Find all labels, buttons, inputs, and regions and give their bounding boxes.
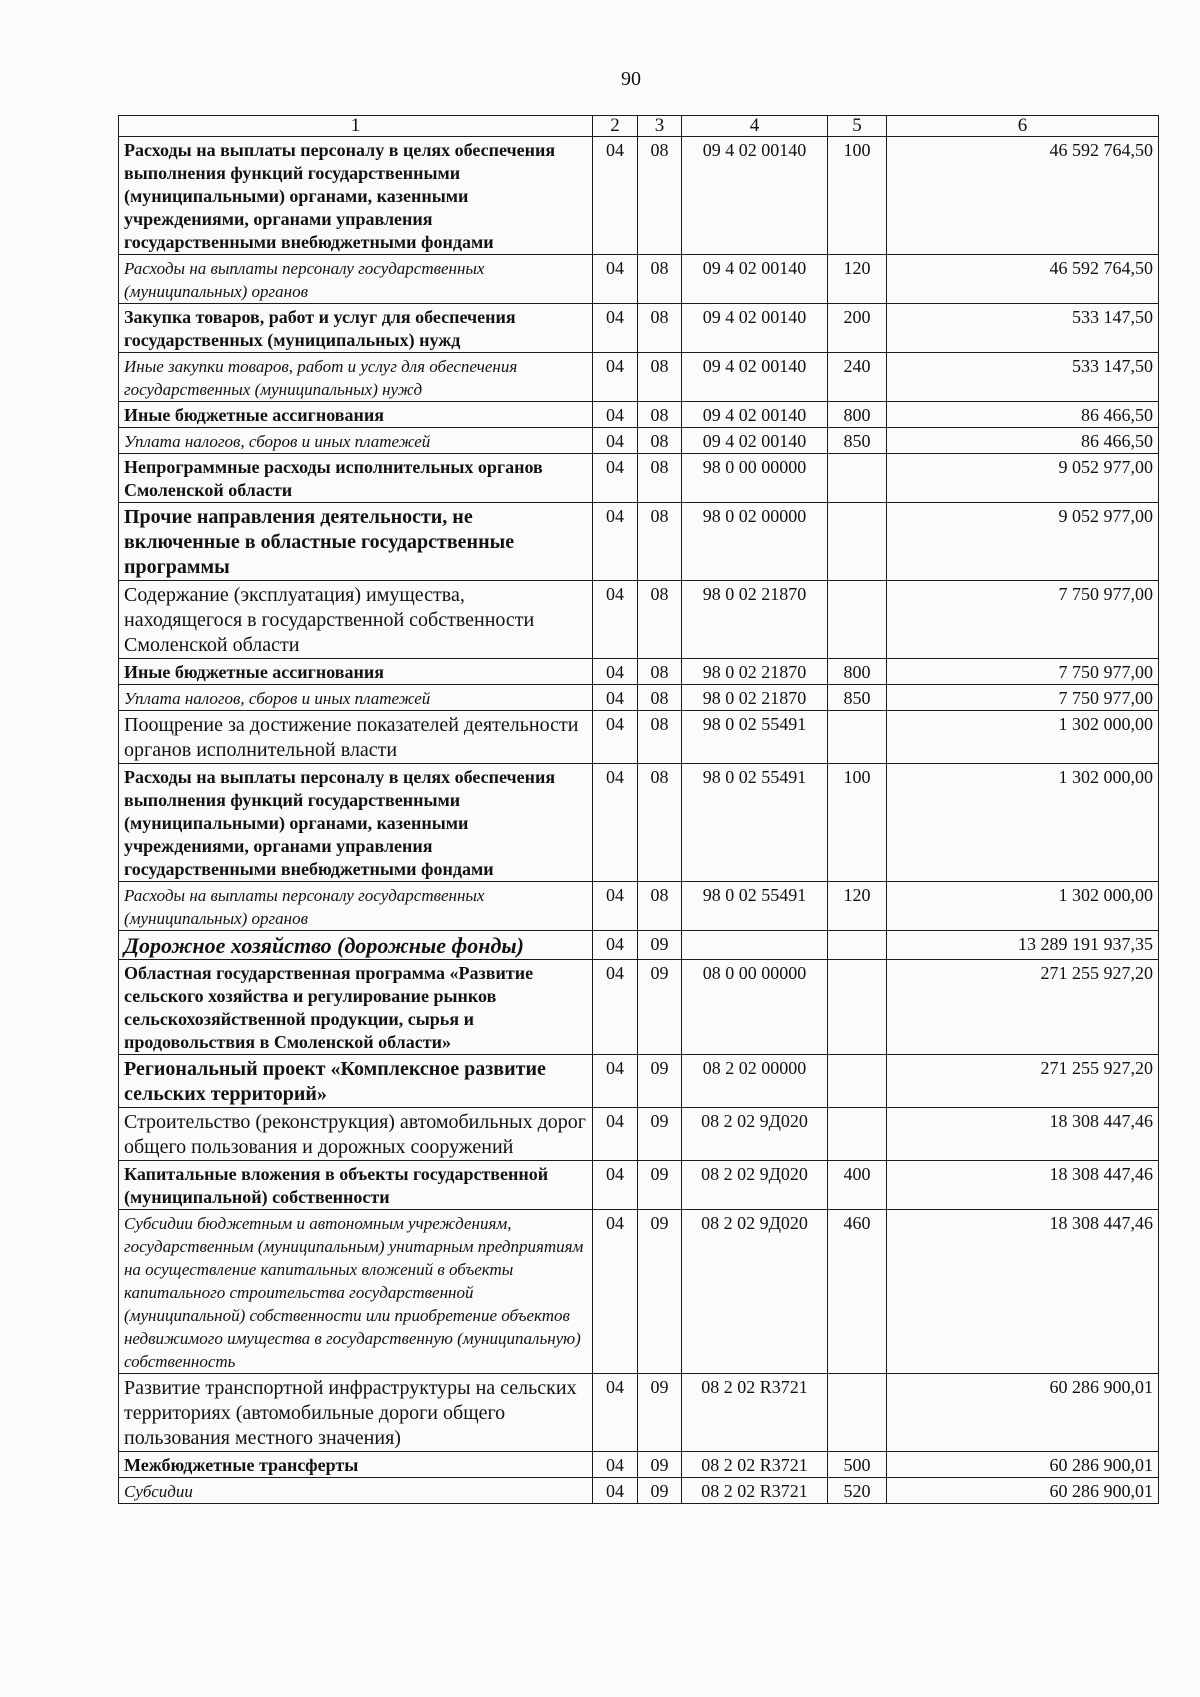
section-code-cell: 04: [593, 685, 638, 711]
expense-type-code-cell: 120: [828, 882, 887, 931]
section-code-cell: 04: [593, 960, 638, 1055]
table-row: [119, 960, 1159, 1055]
target-article-code-cell: 09 4 02 00140: [682, 402, 828, 428]
section-code-cell: 04: [593, 1108, 638, 1161]
expense-type-code-cell: [828, 931, 887, 960]
expense-name-cell: Поощрение за достижение показателей деятельности органов исполнительной власти: [119, 711, 593, 764]
expense-name-cell: Расходы на выплаты персоналу в целях обеспечения выполнения функций государственными (муниципальными) органами, казенными учреждениями, органами управления государственными внебюджетными фондами: [119, 764, 593, 882]
subsection-code-cell: 09: [638, 960, 682, 1055]
target-article-code-cell: 08 2 02 9Д020: [682, 1161, 828, 1210]
target-article-code-cell: 08 2 02 R3721: [682, 1478, 828, 1504]
header-cell: 3: [638, 116, 682, 137]
expense-name-cell: Иные закупки товаров, работ и услуг для обеспечения государственных (муниципальных) нужд: [119, 353, 593, 402]
amount-cell: 46 592 764,50: [887, 255, 1159, 304]
subsection-code-cell: 09: [638, 1108, 682, 1161]
target-article-code-cell: 08 2 02 R3721: [682, 1374, 828, 1452]
amount-cell: 60 286 900,01: [887, 1452, 1159, 1478]
table-row: [119, 428, 1159, 454]
subsection-code-cell: 08: [638, 137, 682, 255]
target-article-code-cell: 98 0 02 21870: [682, 659, 828, 685]
subsection-code-cell: 09: [638, 931, 682, 960]
section-code-cell: 04: [593, 882, 638, 931]
page-number: 90: [621, 68, 641, 90]
table-row: [119, 1108, 1159, 1161]
expense-name-cell: Закупка товаров, работ и услуг для обеспечения государственных (муниципальных) нужд: [119, 304, 593, 353]
expense-type-code-cell: 800: [828, 402, 887, 428]
subsection-code-cell: 08: [638, 304, 682, 353]
expense-type-code-cell: 200: [828, 304, 887, 353]
expense-type-code-cell: [828, 581, 887, 659]
expense-type-code-cell: 500: [828, 1452, 887, 1478]
target-article-code-cell: 09 4 02 00140: [682, 137, 828, 255]
target-article-code-cell: 09 4 02 00140: [682, 353, 828, 402]
expense-name-cell: Уплата налогов, сборов и иных платежей: [119, 685, 593, 711]
subsection-code-cell: 08: [638, 882, 682, 931]
subsection-code-cell: 08: [638, 711, 682, 764]
section-code-cell: 04: [593, 428, 638, 454]
expense-type-code-cell: [828, 1108, 887, 1161]
amount-cell: 7 750 977,00: [887, 659, 1159, 685]
section-code-cell: 04: [593, 659, 638, 685]
expense-name-cell: Содержание (эксплуатация) имущества, находящегося в государственной собственности Смоленской области: [119, 581, 593, 659]
subsection-code-cell: 08: [638, 255, 682, 304]
section-code-cell: 04: [593, 402, 638, 428]
subsection-code-cell: 08: [638, 659, 682, 685]
expense-name-cell: Развитие транспортной инфраструктуры на сельских территориях (автомобильные дороги общего пользования местного значения): [119, 1374, 593, 1452]
subsection-code-cell: 08: [638, 353, 682, 402]
expense-name-cell: Дорожное хозяйство (дорожные фонды): [119, 931, 593, 960]
target-article-code-cell: 09 4 02 00140: [682, 428, 828, 454]
table-body: [119, 137, 1159, 1504]
expense-name-cell: Непрограммные расходы исполнительных органов Смоленской области: [119, 454, 593, 503]
table-row: [119, 882, 1159, 931]
amount-cell: 1 302 000,00: [887, 711, 1159, 764]
section-code-cell: 04: [593, 1452, 638, 1478]
expense-name-cell: Расходы на выплаты персоналу государственных (муниципальных) органов: [119, 255, 593, 304]
expense-type-code-cell: [828, 960, 887, 1055]
amount-cell: 533 147,50: [887, 304, 1159, 353]
table-row: [119, 402, 1159, 428]
table-row: [119, 1161, 1159, 1210]
expense-type-code-cell: [828, 503, 887, 581]
header-cell: 1: [119, 116, 593, 137]
expense-name-cell: Строительство (реконструкция) автомобильных дорог общего пользования и дорожных сооружений: [119, 1108, 593, 1161]
table-row: [119, 1374, 1159, 1452]
expense-type-code-cell: 100: [828, 764, 887, 882]
header-cell: 2: [593, 116, 638, 137]
subsection-code-cell: 09: [638, 1210, 682, 1374]
section-code-cell: 04: [593, 503, 638, 581]
amount-cell: 86 466,50: [887, 428, 1159, 454]
amount-cell: 46 592 764,50: [887, 137, 1159, 255]
target-article-code-cell: 08 2 02 9Д020: [682, 1108, 828, 1161]
section-code-cell: 04: [593, 1055, 638, 1108]
expense-type-code-cell: 520: [828, 1478, 887, 1504]
table-row: [119, 764, 1159, 882]
section-code-cell: 04: [593, 581, 638, 659]
section-code-cell: 04: [593, 353, 638, 402]
subsection-code-cell: 08: [638, 454, 682, 503]
target-article-code-cell: 98 0 02 55491: [682, 764, 828, 882]
section-code-cell: 04: [593, 454, 638, 503]
expense-type-code-cell: 800: [828, 659, 887, 685]
subsection-code-cell: 09: [638, 1374, 682, 1452]
expense-name-cell: Субсидии бюджетным и автономным учреждениям, государственным (муниципальным) унитарным предприятиям на осуществление капитальных вложений в объекты капитального строительства государственной (муниципальной) собственности или приобретение объектов недвижимого имущества в государственную (муниципальную) собственность: [119, 1210, 593, 1374]
table-row: [119, 454, 1159, 503]
table-row: [119, 1452, 1159, 1478]
expense-type-code-cell: 240: [828, 353, 887, 402]
subsection-code-cell: 09: [638, 1161, 682, 1210]
table-row: [119, 685, 1159, 711]
table-row: [119, 659, 1159, 685]
target-article-code-cell: 08 0 00 00000: [682, 960, 828, 1055]
amount-cell: 18 308 447,46: [887, 1161, 1159, 1210]
target-article-code-cell: 98 0 02 21870: [682, 685, 828, 711]
expense-name-cell: Расходы на выплаты персоналу в целях обеспечения выполнения функций государственными (муниципальными) органами, казенными учреждениями, органами управления государственными внебюджетными фондами: [119, 137, 593, 255]
table-row: [119, 353, 1159, 402]
section-code-cell: 04: [593, 1374, 638, 1452]
expense-name-cell: Областная государственная программа «Развитие сельского хозяйства и регулирование рынков сельскохозяйственной продукции, сырья и продовольствия в Смоленской области»: [119, 960, 593, 1055]
amount-cell: 533 147,50: [887, 353, 1159, 402]
expense-type-code-cell: 400: [828, 1161, 887, 1210]
amount-cell: 13 289 191 937,35: [887, 931, 1159, 960]
subsection-code-cell: 08: [638, 402, 682, 428]
table-row: [119, 1055, 1159, 1108]
budget-table: [118, 115, 1159, 1504]
table-row: [119, 255, 1159, 304]
section-code-cell: 04: [593, 255, 638, 304]
table-row: [119, 503, 1159, 581]
subsection-code-cell: 08: [638, 764, 682, 882]
expense-name-cell: Иные бюджетные ассигнования: [119, 659, 593, 685]
table-row: [119, 711, 1159, 764]
amount-cell: 1 302 000,00: [887, 882, 1159, 931]
expense-name-cell: Уплата налогов, сборов и иных платежей: [119, 428, 593, 454]
table-row: [119, 581, 1159, 659]
table-row: [119, 1478, 1159, 1504]
section-code-cell: 04: [593, 1161, 638, 1210]
amount-cell: 9 052 977,00: [887, 503, 1159, 581]
amount-cell: 7 750 977,00: [887, 581, 1159, 659]
table-row: [119, 1210, 1159, 1374]
subsection-code-cell: 08: [638, 581, 682, 659]
expense-type-code-cell: 460: [828, 1210, 887, 1374]
amount-cell: 18 308 447,46: [887, 1210, 1159, 1374]
section-code-cell: 04: [593, 304, 638, 353]
target-article-code-cell: [682, 931, 828, 960]
target-article-code-cell: 09 4 02 00140: [682, 304, 828, 353]
expense-type-code-cell: [828, 454, 887, 503]
expense-type-code-cell: 850: [828, 428, 887, 454]
header-cell: 4: [682, 116, 828, 137]
subsection-code-cell: 08: [638, 503, 682, 581]
subsection-code-cell: 09: [638, 1478, 682, 1504]
target-article-code-cell: 08 2 02 9Д020: [682, 1210, 828, 1374]
table-row: [119, 931, 1159, 960]
section-code-cell: 04: [593, 931, 638, 960]
expense-type-code-cell: [828, 1055, 887, 1108]
target-article-code-cell: 08 2 02 R3721: [682, 1452, 828, 1478]
amount-cell: 60 286 900,01: [887, 1478, 1159, 1504]
target-article-code-cell: 98 0 02 55491: [682, 882, 828, 931]
amount-cell: 18 308 447,46: [887, 1108, 1159, 1161]
expense-name-cell: Капитальные вложения в объекты государственной (муниципальной) собственности: [119, 1161, 593, 1210]
section-code-cell: 04: [593, 137, 638, 255]
target-article-code-cell: 08 2 02 00000: [682, 1055, 828, 1108]
expense-name-cell: Расходы на выплаты персоналу государственных (муниципальных) органов: [119, 882, 593, 931]
target-article-code-cell: 98 0 02 21870: [682, 581, 828, 659]
subsection-code-cell: 09: [638, 1452, 682, 1478]
table-row: [119, 137, 1159, 255]
amount-cell: 86 466,50: [887, 402, 1159, 428]
section-code-cell: 04: [593, 711, 638, 764]
subsection-code-cell: 08: [638, 428, 682, 454]
subsection-code-cell: 09: [638, 1055, 682, 1108]
amount-cell: 7 750 977,00: [887, 685, 1159, 711]
target-article-code-cell: 09 4 02 00140: [682, 255, 828, 304]
expense-type-code-cell: 100: [828, 137, 887, 255]
header-row: [119, 116, 1159, 137]
section-code-cell: 04: [593, 1478, 638, 1504]
amount-cell: 9 052 977,00: [887, 454, 1159, 503]
target-article-code-cell: 98 0 02 55491: [682, 711, 828, 764]
expense-name-cell: Межбюджетные трансферты: [119, 1452, 593, 1478]
expense-name-cell: Иные бюджетные ассигнования: [119, 402, 593, 428]
target-article-code-cell: 98 0 02 00000: [682, 503, 828, 581]
expense-name-cell: Региональный проект «Комплексное развитие сельских территорий»: [119, 1055, 593, 1108]
section-code-cell: 04: [593, 1210, 638, 1374]
expense-type-code-cell: [828, 1374, 887, 1452]
expense-name-cell: Субсидии: [119, 1478, 593, 1504]
target-article-code-cell: 98 0 00 00000: [682, 454, 828, 503]
amount-cell: 1 302 000,00: [887, 764, 1159, 882]
amount-cell: 271 255 927,20: [887, 960, 1159, 1055]
amount-cell: 271 255 927,20: [887, 1055, 1159, 1108]
table-row: [119, 304, 1159, 353]
expense-type-code-cell: [828, 711, 887, 764]
amount-cell: 60 286 900,01: [887, 1374, 1159, 1452]
header-cell: 6: [887, 116, 1159, 137]
subsection-code-cell: 08: [638, 685, 682, 711]
section-code-cell: 04: [593, 764, 638, 882]
header-cell: 5: [828, 116, 887, 137]
expense-name-cell: Прочие направления деятельности, не включенные в областные государственные программы: [119, 503, 593, 581]
expense-type-code-cell: 120: [828, 255, 887, 304]
expense-type-code-cell: 850: [828, 685, 887, 711]
